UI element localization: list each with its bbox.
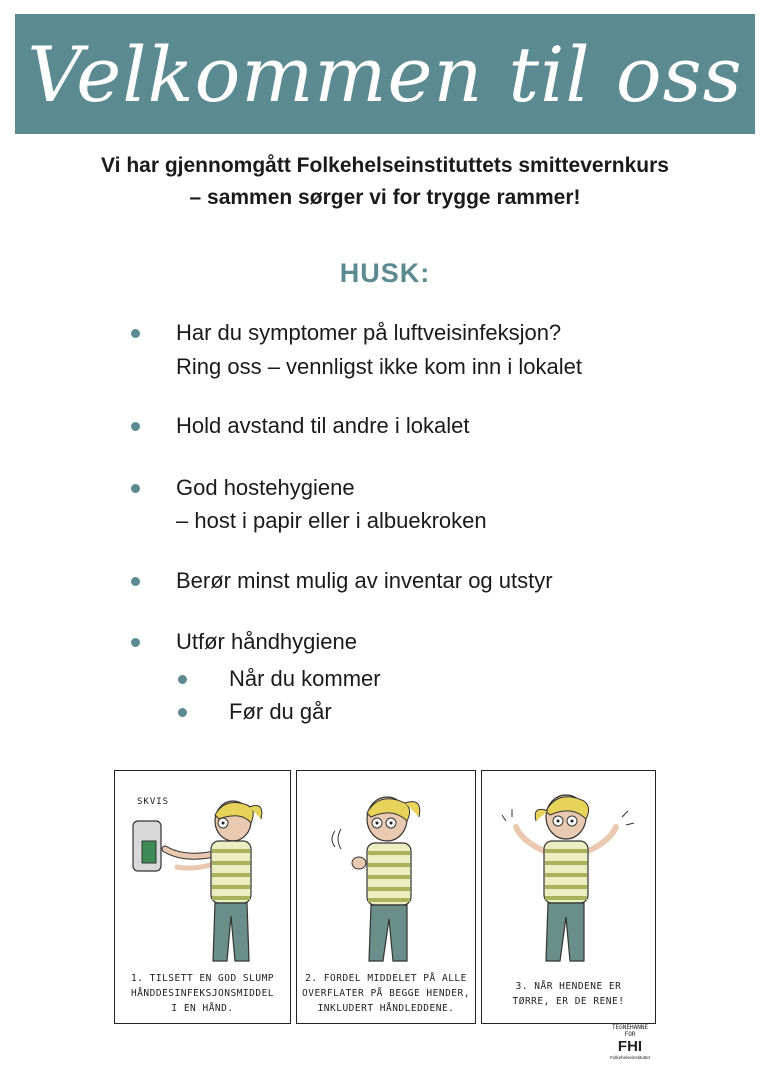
- bullet-icon: [131, 329, 140, 338]
- caption-line: I EN HÅND.: [171, 1003, 234, 1014]
- list-item-text: Har du symptomer på luftveisinfeksjon?: [176, 320, 562, 345]
- bullet-icon: [131, 422, 140, 431]
- caption-line: 2. FORDEL MIDDELET PÅ ALLE: [305, 973, 467, 984]
- list-item-text: Berør minst mulig av inventar og utstyr: [176, 568, 553, 593]
- bullet-icon: [178, 708, 187, 717]
- list-item-text: Hold avstand til andre i lokalet: [176, 413, 470, 438]
- list-item-text: Før du går: [229, 699, 332, 724]
- bullet-icon: [131, 577, 140, 586]
- fhi-name: Folkehelseinstituttet: [610, 1055, 650, 1060]
- caption-line: 1. TILSETT EN GOD SLUMP: [130, 973, 275, 984]
- bullet-icon: [131, 484, 140, 493]
- list-item-text: God hostehygiene: [176, 475, 355, 500]
- bullet-icon: [178, 675, 187, 684]
- comic-panel-1: [114, 770, 291, 1024]
- fhi-logo: FHI: [617, 1038, 643, 1055]
- list-item-text: Når du kommer: [229, 666, 381, 691]
- husk-heading: HUSK:: [339, 258, 431, 288]
- list-item-text: – host i papir eller i albuekroken: [176, 508, 487, 533]
- rubbing-hands-illustration: [297, 771, 475, 971]
- list-item-text: Ring oss – vennligst ikke kom inn i lokalet: [176, 354, 582, 379]
- fhi-credit: [600, 1024, 660, 1060]
- caption-line: 3. NÅR HENDENE ER: [515, 981, 622, 992]
- caption-line: INKLUDERT HÅNDLEDDENE.: [317, 1003, 455, 1014]
- title-banner: [15, 14, 755, 134]
- caption-line: OVERFLATER PÅ BEGGE HENDER,: [302, 988, 470, 999]
- intro-line-2: – sammen sørger vi for trygge rammer!: [189, 186, 581, 209]
- list-item-text: Utfør håndhygiene: [176, 629, 357, 654]
- caption-line: TØRRE, ER DE RENE!: [512, 996, 625, 1007]
- credit-artist: TEGNEHANNE: [611, 1024, 649, 1031]
- comic-panel-2: [296, 770, 476, 1024]
- intro-line-1: Vi har gjennomgått Folkehelseinstituttets smittevernkurs: [101, 154, 669, 177]
- bullet-icon: [131, 638, 140, 647]
- intro-text: [0, 150, 770, 214]
- comic-panel-3: [481, 770, 656, 1024]
- sound-effect: SKVIS: [137, 797, 170, 807]
- panel-3-caption: [482, 979, 655, 1009]
- clean-hands-illustration: [482, 771, 655, 971]
- caption-line: HÅNDDESINFEKSJONSMIDDEL: [130, 988, 275, 999]
- credit-for: FOR: [624, 1031, 636, 1038]
- page-title: Velkommen til oss: [27, 29, 743, 119]
- panel-2-caption: [297, 971, 475, 1016]
- panel-1-caption: [115, 971, 290, 1016]
